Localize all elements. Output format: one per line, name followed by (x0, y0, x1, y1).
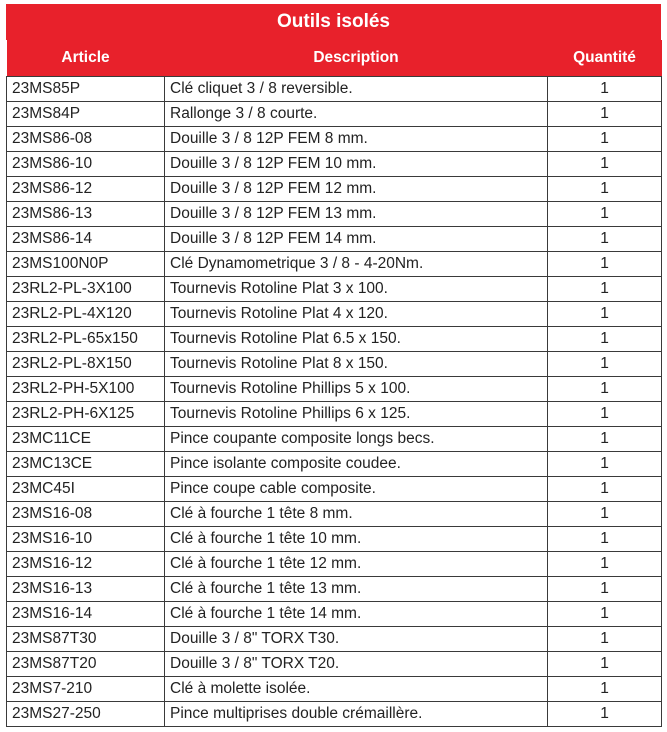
description-cell: Tournevis Rotoline Phillips 6 x 125. (165, 402, 548, 427)
description-cell: Douille 3 / 8 12P FEM 8 mm. (165, 127, 548, 152)
article-cell: 23MC11CE (7, 427, 165, 452)
article-cell: 23RL2-PH-5X100 (7, 377, 165, 402)
article-cell: 23RL2-PH-6X125 (7, 402, 165, 427)
table-row (7, 152, 662, 177)
tools-table (6, 40, 662, 727)
table-row (7, 452, 662, 477)
article-cell: 23MS16-14 (7, 602, 165, 627)
table-row (7, 202, 662, 227)
description-cell: Douille 3 / 8 12P FEM 10 mm. (165, 152, 548, 177)
table-row (7, 502, 662, 527)
description-cell: Douille 3 / 8" TORX T20. (165, 652, 548, 677)
description-cell: Pince multiprises double crémaillère. (165, 702, 548, 727)
article-cell: 23MS100N0P (7, 252, 165, 277)
table-body (7, 77, 662, 727)
table-row (7, 77, 662, 102)
table-title: Outils isolés (6, 4, 661, 40)
article-cell: 23RL2-PL-65x150 (7, 327, 165, 352)
description-cell: Pince coupe cable composite. (165, 477, 548, 502)
description-cell: Clé à fourche 1 tête 13 mm. (165, 577, 548, 602)
table-row (7, 227, 662, 252)
description-cell: Clé à fourche 1 tête 14 mm. (165, 602, 548, 627)
article-cell: 23MS7-210 (7, 677, 165, 702)
quantity-cell: 1 (548, 127, 662, 152)
quantity-cell: 1 (548, 352, 662, 377)
table-row (7, 552, 662, 577)
quantity-cell: 1 (548, 577, 662, 602)
table-row (7, 302, 662, 327)
description-cell: Tournevis Rotoline Phillips 5 x 100. (165, 377, 548, 402)
article-cell: 23MS27-250 (7, 702, 165, 727)
quantity-cell: 1 (548, 652, 662, 677)
description-cell: Clé à fourche 1 tête 8 mm. (165, 502, 548, 527)
quantity-cell: 1 (548, 302, 662, 327)
article-cell: 23MS85P (7, 77, 165, 102)
quantity-cell: 1 (548, 527, 662, 552)
header-row (7, 40, 662, 77)
quantity-cell: 1 (548, 702, 662, 727)
description-cell: Douille 3 / 8 12P FEM 12 mm. (165, 177, 548, 202)
article-cell: 23MS86-10 (7, 152, 165, 177)
article-cell: 23MS86-08 (7, 127, 165, 152)
article-cell: 23MS16-10 (7, 527, 165, 552)
quantity-cell: 1 (548, 277, 662, 302)
description-cell: Clé Dynamometrique 3 / 8 - 4-20Nm. (165, 252, 548, 277)
article-cell: 23MS86-14 (7, 227, 165, 252)
article-cell: 23RL2-PL-3X100 (7, 277, 165, 302)
description-cell: Tournevis Rotoline Plat 3 x 100. (165, 277, 548, 302)
article-cell: 23MC45I (7, 477, 165, 502)
table-row (7, 652, 662, 677)
article-cell: 23MS86-12 (7, 177, 165, 202)
description-cell: Douille 3 / 8" TORX T30. (165, 627, 548, 652)
description-cell: Clé à fourche 1 tête 10 mm. (165, 527, 548, 552)
quantity-cell: 1 (548, 327, 662, 352)
description-cell: Tournevis Rotoline Plat 6.5 x 150. (165, 327, 548, 352)
table-row (7, 427, 662, 452)
article-cell: 23MS16-13 (7, 577, 165, 602)
quantity-cell: 1 (548, 427, 662, 452)
table-row (7, 352, 662, 377)
table-row (7, 252, 662, 277)
article-cell: 23RL2-PL-4X120 (7, 302, 165, 327)
table-row (7, 277, 662, 302)
quantity-cell: 1 (548, 177, 662, 202)
column-header-quantity: Quantité (548, 40, 662, 77)
quantity-cell: 1 (548, 227, 662, 252)
quantity-cell: 1 (548, 252, 662, 277)
table-row (7, 402, 662, 427)
table-row (7, 702, 662, 727)
table-row (7, 327, 662, 352)
quantity-cell: 1 (548, 77, 662, 102)
article-cell: 23MS16-08 (7, 502, 165, 527)
quantity-cell: 1 (548, 552, 662, 577)
quantity-cell: 1 (548, 377, 662, 402)
table-row (7, 477, 662, 502)
article-cell: 23RL2-PL-8X150 (7, 352, 165, 377)
column-header-description: Description (165, 40, 548, 77)
table-row (7, 177, 662, 202)
article-cell: 23MC13CE (7, 452, 165, 477)
description-cell: Tournevis Rotoline Plat 8 x 150. (165, 352, 548, 377)
quantity-cell: 1 (548, 677, 662, 702)
quantity-cell: 1 (548, 102, 662, 127)
article-cell: 23MS16-12 (7, 552, 165, 577)
table-row (7, 577, 662, 602)
article-cell: 23MS87T20 (7, 652, 165, 677)
description-cell: Clé à fourche 1 tête 12 mm. (165, 552, 548, 577)
description-cell: Clé cliquet 3 / 8 reversible. (165, 77, 548, 102)
description-cell: Douille 3 / 8 12P FEM 13 mm. (165, 202, 548, 227)
description-cell: Pince coupante composite longs becs. (165, 427, 548, 452)
description-cell: Douille 3 / 8 12P FEM 14 mm. (165, 227, 548, 252)
table-row (7, 127, 662, 152)
table-row (7, 527, 662, 552)
column-header-article: Article (7, 40, 165, 77)
table-row (7, 102, 662, 127)
table-row (7, 677, 662, 702)
quantity-cell: 1 (548, 402, 662, 427)
quantity-cell: 1 (548, 202, 662, 227)
table-row (7, 377, 662, 402)
article-cell: 23MS84P (7, 102, 165, 127)
tools-table-container (6, 4, 661, 727)
description-cell: Rallonge 3 / 8 courte. (165, 102, 548, 127)
article-cell: 23MS87T30 (7, 627, 165, 652)
quantity-cell: 1 (548, 477, 662, 502)
description-cell: Clé à molette isolée. (165, 677, 548, 702)
article-cell: 23MS86-13 (7, 202, 165, 227)
table-row (7, 627, 662, 652)
description-cell: Pince isolante composite coudee. (165, 452, 548, 477)
quantity-cell: 1 (548, 152, 662, 177)
quantity-cell: 1 (548, 502, 662, 527)
table-row (7, 602, 662, 627)
quantity-cell: 1 (548, 602, 662, 627)
description-cell: Tournevis Rotoline Plat 4 x 120. (165, 302, 548, 327)
quantity-cell: 1 (548, 627, 662, 652)
quantity-cell: 1 (548, 452, 662, 477)
